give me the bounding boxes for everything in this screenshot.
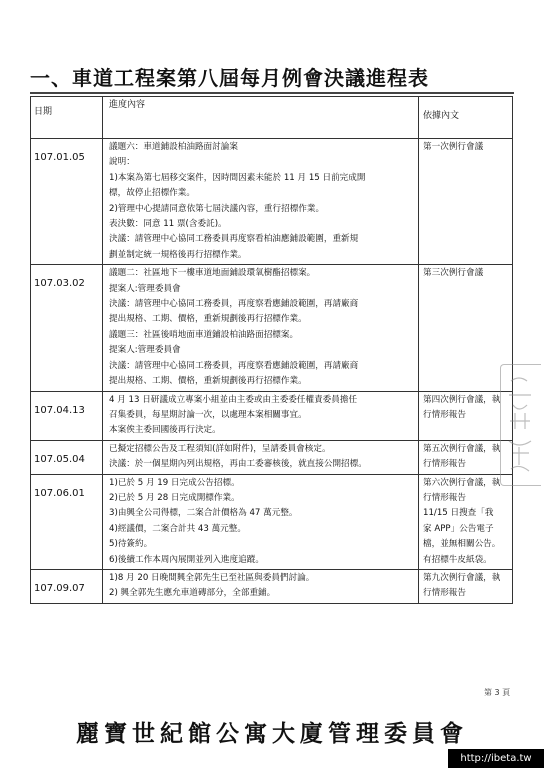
row-content xyxy=(103,440,419,474)
basis-line: 第三次例行會議 xyxy=(423,268,484,279)
table-row xyxy=(31,569,513,603)
row-basis xyxy=(419,474,513,569)
row-content xyxy=(103,139,419,265)
table-header-row xyxy=(31,97,513,139)
table-row xyxy=(31,139,513,265)
basis-line: 行情形報告 xyxy=(423,409,466,420)
content-line: 6)後續工作本周內展開並列入進度追蹤。 xyxy=(109,554,264,565)
content-line: 議題二：社區地下一樓車道地面鋪設環氧樹酯招標案。 xyxy=(109,268,316,279)
table-row xyxy=(31,265,513,391)
row-date: 107.01.05 xyxy=(31,139,103,265)
content-line: 4)經議價，二案合計共 43 萬元整。 xyxy=(109,523,246,534)
content-line: 1)8 月 20 日晚間興全郭先生已至社區與委員們討論。 xyxy=(109,572,315,583)
title-underline xyxy=(30,92,514,94)
row-date: 107.09.07 xyxy=(31,569,103,603)
content-line: 議題三：社區後哨地面車道鋪設柏油路面招標案。 xyxy=(109,329,299,340)
content-line: 決議：於一個星期內列出規格，再由工委審核後，就直接公開招標。 xyxy=(109,459,367,470)
basis-line: 第一次例行會議 xyxy=(423,142,484,152)
content-line: 2)已於 5 月 28 日完成開標作業。 xyxy=(109,492,240,503)
page-number: 第 3 頁 xyxy=(484,688,511,697)
progress-table xyxy=(30,96,513,604)
row-content xyxy=(103,391,419,440)
basis-line: 家 APP」公告電子 xyxy=(423,523,494,534)
page-title xyxy=(30,62,530,91)
content-line: 標，故停止招標作業。 xyxy=(109,188,195,199)
content-line: 決議：請管理中心協同工務委員再度察看柏油應鋪設範圍，重新規 xyxy=(109,234,359,245)
basis-line: 第六次例行會議，執 xyxy=(423,477,501,488)
row-date: 107.04.13 xyxy=(31,391,103,440)
row-date: 107.03.02 xyxy=(31,265,103,391)
row-basis xyxy=(419,569,513,603)
row-date: 107.06.01 xyxy=(31,474,103,569)
content-line: 提案人:管理委員會 xyxy=(109,345,181,356)
table-row xyxy=(31,474,513,569)
table-body xyxy=(31,139,513,604)
basis-line: 第九次例行會議，執 xyxy=(423,572,501,583)
watermark-url: http://ibeta.tw xyxy=(448,749,544,768)
content-line: 決議：請管理中心協同工務委員，再度察看應鋪設範圍，再請廠商 xyxy=(109,360,359,371)
content-line: 4 月 13 日研議成立專案小組並由主委或由主委委任權責委員擔任 xyxy=(109,394,358,405)
content-line: 5)待簽約。 xyxy=(109,539,153,550)
row-date: 107.05.04 xyxy=(31,440,103,474)
row-basis xyxy=(419,265,513,391)
content-line: 提出規格、工期、價格，重新規劃後再行招標作業。 xyxy=(109,376,307,387)
content-line: 2) 興全郭先生應允車道磚部分，全部重鋪。 xyxy=(109,588,276,599)
basis-line: 檔，並無相關公告。 xyxy=(423,539,501,550)
table-row xyxy=(31,391,513,440)
content-line: 2)管理中心提請同意依第七屆決議內容，重行招標作業。 xyxy=(109,203,325,214)
basis-line: 有招標牛皮紙袋。 xyxy=(423,554,492,565)
row-content xyxy=(103,265,419,391)
content-line: 表決數：同意 11 票(含委託)。 xyxy=(109,219,227,230)
basis-line: 11/15 日搜查「我 xyxy=(423,508,494,519)
row-basis xyxy=(419,391,513,440)
content-line: 召集委員，每星期討論一次，以處理本案相關事宜。 xyxy=(109,409,307,420)
page-title-text: 一、車道工程案第八屆每月例會決議進程表 xyxy=(30,66,429,90)
row-content xyxy=(103,569,419,603)
header-date: 日期 xyxy=(31,97,103,139)
content-line: 提出規格、工期、價格，重新規劃後再行招標作業。 xyxy=(109,314,307,325)
basis-line: 第五次例行會議，執 xyxy=(423,443,501,454)
table-row xyxy=(31,440,513,474)
content-line: 議題六：車道鋪設柏油路面討論案 xyxy=(109,142,238,152)
basis-line: 行情形報告 xyxy=(423,459,466,470)
content-line: 1)已於 5 月 19 日完成公告招標。 xyxy=(109,477,240,488)
header-basis: 依據內文 xyxy=(419,97,513,139)
row-basis xyxy=(419,440,513,474)
header-content: 進度內容 xyxy=(103,97,419,139)
content-line: 提案人:管理委員會 xyxy=(109,283,181,294)
content-line: 3)由興全公司得標，二案合計價格為 47 萬元整。 xyxy=(109,508,298,519)
basis-line: 行情形報告 xyxy=(423,492,466,503)
row-basis xyxy=(419,139,513,265)
footer-title: 麗寶世紀館公寓大廈管理委員會 xyxy=(76,720,468,747)
seal-stamp xyxy=(500,364,541,486)
basis-line: 第四次例行會議，執 xyxy=(423,394,501,405)
content-line: 說明： xyxy=(109,157,135,168)
content-line: 已擬定招標公告及工程須知(詳如附件)，呈請委員會核定。 xyxy=(109,443,331,454)
content-line: 劃並制定統一規格後再行招標作業。 xyxy=(109,249,247,260)
row-content xyxy=(103,474,419,569)
content-line: 決議：請管理中心協同工務委員，再度察看應鋪設範圍，再請廠商 xyxy=(109,299,359,310)
basis-line: 行情形報告 xyxy=(423,588,466,599)
content-line: 1)本案為第七屆移交案件，因時間因素未能於 11 月 15 日前完成開 xyxy=(109,172,366,183)
content-line: 本案俟主委回國後再行決定。 xyxy=(109,425,221,436)
